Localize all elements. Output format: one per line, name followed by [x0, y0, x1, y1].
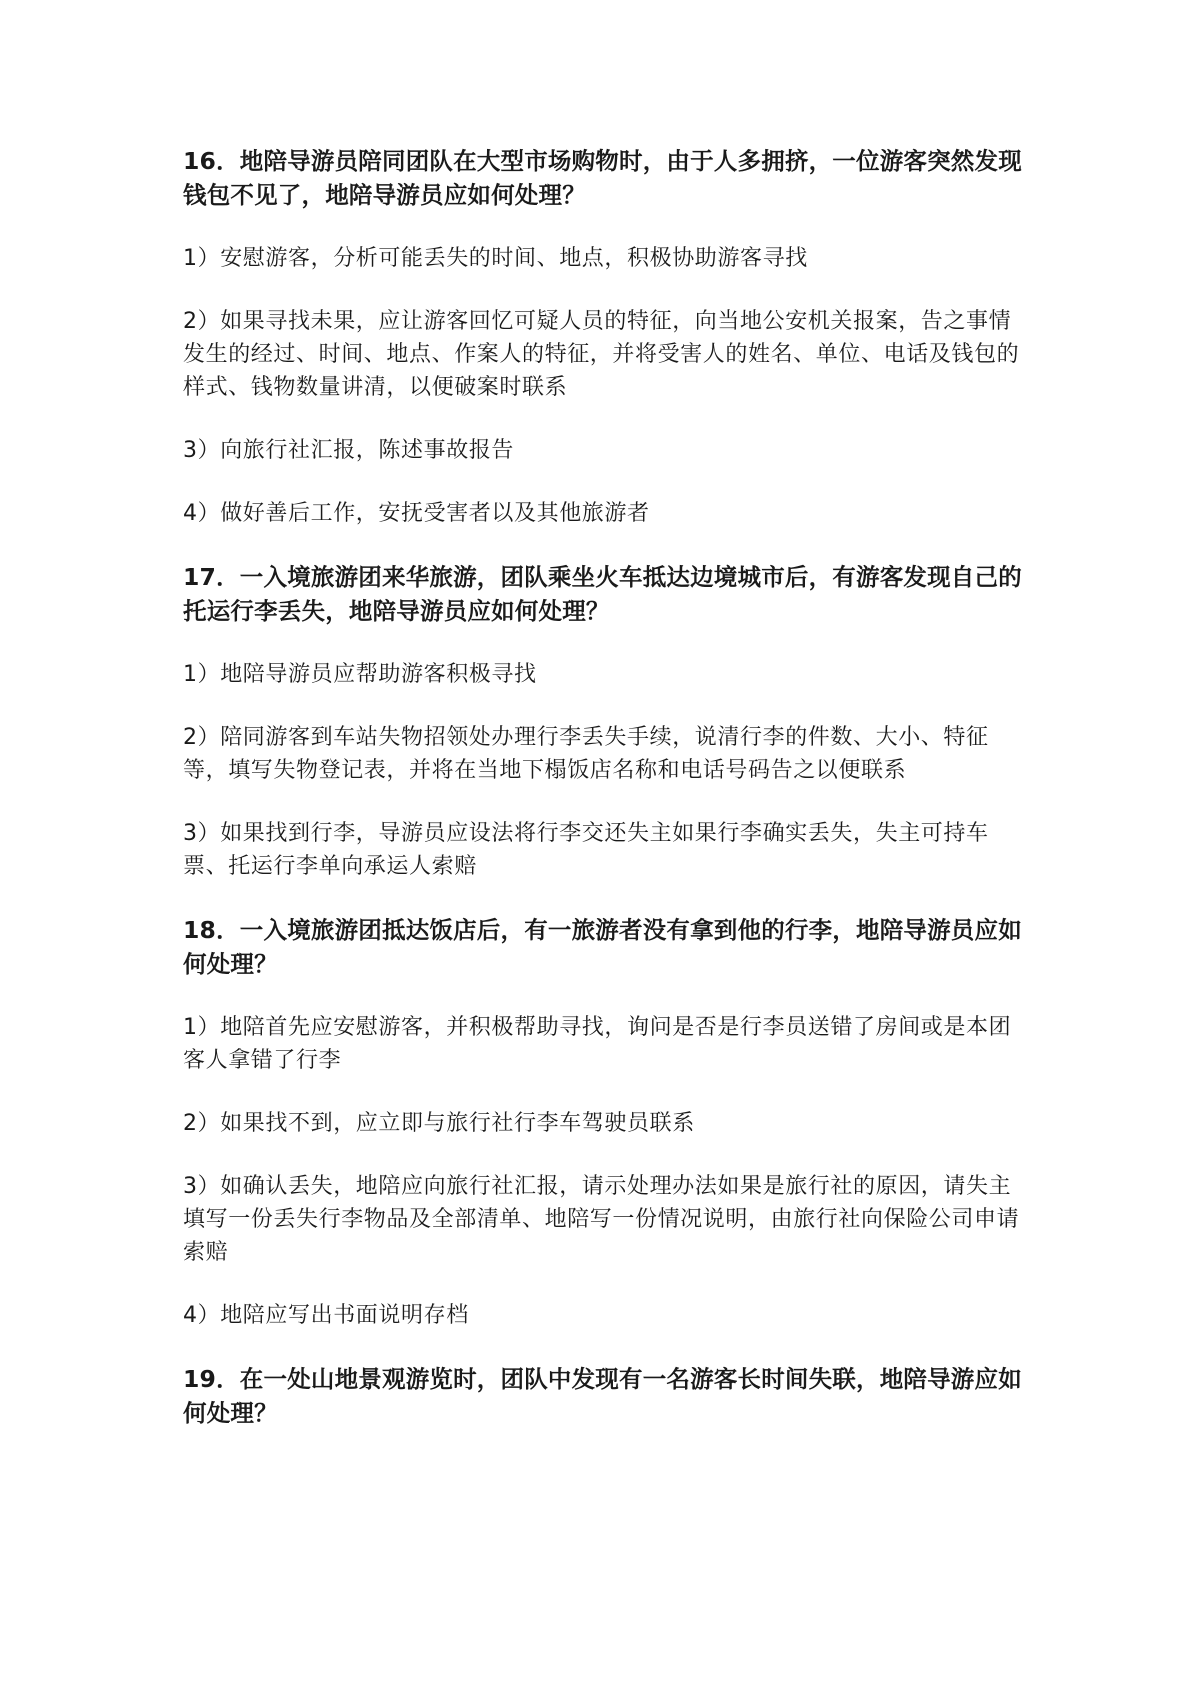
question-17: 17．一入境旅游团来华旅游，团队乘坐火车抵达边境城市后，有游客发现自己的托运行李丢失，地陪导游员应如何处理？ [183, 563, 1022, 625]
answer-16-1: 1）安慰游客，分析可能丢失的时间、地点，积极协助游客寻找 [183, 246, 808, 271]
question-19: 19．在一处山地景观游览时，团队中发现有一名游客长时间失联，地陪导游应如何处理？ [183, 1365, 1022, 1427]
question-18: 18．一入境旅游团抵达饭店后，有一旅游者没有拿到他的行李，地陪导游员应如何处理？ [183, 916, 1022, 978]
answer-17-2: 2）陪同游客到车站失物招领处办理行李丢失手续，说清行李的件数、大小、特征等，填写失物登记表，并将在当地下榻饭店名称和电话号码告之以便联系 [183, 725, 989, 783]
answer-17-1: 1）地陪导游员应帮助游客积极寻找 [183, 662, 537, 687]
answer-16-4: 4）做好善后工作，安抚受害者以及其他旅游者 [183, 501, 650, 526]
answer-18-2: 2）如果找不到，应立即与旅行社行李车驾驶员联系 [183, 1111, 695, 1136]
answer-18-4: 4）地陪应写出书面说明存档 [183, 1303, 469, 1328]
document-page [183, 144, 1023, 1460]
answer-17-3: 3）如果找到行李，导游员应设法将行李交还失主如果行李确实丢失，失主可持车票、托运行李单向承运人索赔 [183, 821, 989, 879]
answer-18-3: 3）如确认丢失，地陪应向旅行社汇报，请示处理办法如果是旅行社的原因，请失主填写一份丢失行李物品及全部清单、地陪写一份情况说明，由旅行社向保险公司申请索赔 [183, 1174, 1020, 1265]
answer-16-2: 2）如果寻找未果，应让游客回忆可疑人员的特征，向当地公安机关报案，告之事情发生的经过、时间、地点、作案人的特征，并将受害人的姓名、单位、电话及钱包的样式、钱物数量讲清，以便破案时联系 [183, 309, 1020, 400]
question-16: 16．地陪导游员陪同团队在大型市场购物时，由于人多拥挤，一位游客突然发现钱包不见了，地陪导游员应如何处理？ [183, 147, 1022, 209]
answer-16-3: 3）向旅行社汇报，陈述事故报告 [183, 438, 514, 463]
answer-18-1: 1）地陪首先应安慰游客，并积极帮助寻找，询问是否是行李员送错了房间或是本团客人拿错了行李 [183, 1015, 1012, 1073]
